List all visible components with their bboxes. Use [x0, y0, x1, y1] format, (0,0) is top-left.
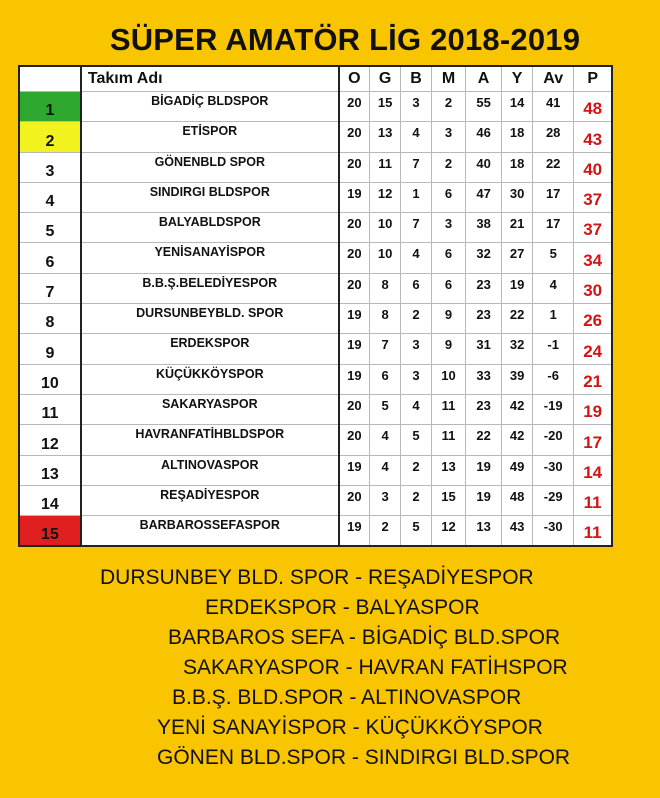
stat-cell-g: 15 — [370, 92, 401, 122]
team-name-cell: SINDIRGI BLDSPOR — [81, 182, 339, 212]
stat-cell-a: 55 — [466, 92, 502, 122]
stat-cell-m: 3 — [432, 213, 466, 243]
stat-cell-b: 3 — [401, 334, 432, 364]
stat-cell-g: 4 — [370, 425, 401, 455]
team-name-cell: BİGADİÇ BLDSPOR — [81, 92, 339, 122]
points-cell: 11 — [574, 485, 612, 515]
header-row — [19, 66, 612, 92]
stat-cell-o: 20 — [339, 213, 370, 243]
stat-cell-y: 42 — [502, 394, 533, 424]
stat-cell-m: 15 — [432, 485, 466, 515]
stat-cell-av: 17 — [533, 213, 574, 243]
team-name-cell: ETİSPOR — [81, 122, 339, 152]
stat-cell-a: 47 — [466, 182, 502, 212]
table-row — [19, 455, 612, 485]
stat-cell-m: 13 — [432, 455, 466, 485]
stat-cell-a: 40 — [466, 152, 502, 182]
header-m: M — [432, 66, 466, 92]
rank-cell: 2 — [19, 122, 81, 152]
points-cell: 19 — [574, 394, 612, 424]
stat-cell-a: 19 — [466, 485, 502, 515]
stat-cell-a: 46 — [466, 122, 502, 152]
fixture-item: YENİ SANAYİSPOR - KÜÇÜKKÖYSPOR — [157, 716, 543, 739]
stat-cell-g: 10 — [370, 213, 401, 243]
rank-cell: 1 — [19, 92, 81, 122]
stat-cell-b: 4 — [401, 243, 432, 273]
stat-cell-a: 22 — [466, 425, 502, 455]
stat-cell-av: 1 — [533, 304, 574, 334]
rank-cell: 3 — [19, 152, 81, 182]
stat-cell-y: 19 — [502, 273, 533, 303]
stat-cell-b: 4 — [401, 122, 432, 152]
stat-cell-av: 41 — [533, 92, 574, 122]
points-cell: 24 — [574, 334, 612, 364]
stat-cell-y: 49 — [502, 455, 533, 485]
table-row — [19, 182, 612, 212]
points-cell: 11 — [574, 516, 612, 546]
page-title: SÜPER AMATÖR LİG 2018-2019 — [109, 22, 581, 57]
stat-cell-o: 19 — [339, 304, 370, 334]
points-cell: 40 — [574, 152, 612, 182]
points-cell: 26 — [574, 304, 612, 334]
stat-cell-g: 6 — [370, 364, 401, 394]
points-cell: 37 — [574, 213, 612, 243]
stat-cell-b: 1 — [401, 182, 432, 212]
stat-cell-m: 11 — [432, 425, 466, 455]
stat-cell-y: 22 — [502, 304, 533, 334]
fixture-item: DURSUNBEY BLD. SPOR - REŞADİYESPOR — [100, 566, 534, 589]
points-cell: 21 — [574, 364, 612, 394]
stat-cell-av: 17 — [533, 182, 574, 212]
stat-cell-av: -30 — [533, 516, 574, 546]
stat-cell-m: 10 — [432, 364, 466, 394]
stat-cell-g: 7 — [370, 334, 401, 364]
stat-cell-b: 2 — [401, 455, 432, 485]
fixture-item: B.B.Ş. BLD.SPOR - ALTINOVASPOR — [172, 686, 522, 709]
stat-cell-g: 13 — [370, 122, 401, 152]
stat-cell-av: -19 — [533, 394, 574, 424]
stat-cell-y: 42 — [502, 425, 533, 455]
stat-cell-o: 19 — [339, 516, 370, 546]
stat-cell-m: 2 — [432, 92, 466, 122]
table-row — [19, 364, 612, 394]
stat-cell-av: -30 — [533, 455, 574, 485]
header-a: A — [466, 66, 502, 92]
stat-cell-av: -20 — [533, 425, 574, 455]
rank-cell: 14 — [19, 485, 81, 515]
stat-cell-g: 10 — [370, 243, 401, 273]
table-row — [19, 516, 612, 546]
stat-cell-m: 3 — [432, 122, 466, 152]
stat-cell-b: 5 — [401, 425, 432, 455]
fixture-item: ERDEKSPOR - BALYASPOR — [205, 596, 480, 619]
header-y: Y — [502, 66, 533, 92]
table-row — [19, 92, 612, 122]
header-b: B — [401, 66, 432, 92]
stat-cell-o: 19 — [339, 364, 370, 394]
stat-cell-a: 32 — [466, 243, 502, 273]
stat-cell-g: 8 — [370, 304, 401, 334]
fixture-item: GÖNEN BLD.SPOR - SINDIRGI BLD.SPOR — [157, 746, 571, 769]
header-p: P — [574, 66, 612, 92]
rank-cell: 4 — [19, 182, 81, 212]
stat-cell-o: 20 — [339, 122, 370, 152]
team-name-cell: REŞADİYESPOR — [81, 485, 339, 515]
stat-cell-b: 7 — [401, 213, 432, 243]
stat-cell-o: 20 — [339, 152, 370, 182]
stat-cell-o: 20 — [339, 485, 370, 515]
stat-cell-y: 21 — [502, 213, 533, 243]
stat-cell-a: 19 — [466, 455, 502, 485]
stat-cell-b: 3 — [401, 364, 432, 394]
table-row — [19, 243, 612, 273]
stat-cell-o: 19 — [339, 455, 370, 485]
team-name-cell: BALYABLDSPOR — [81, 213, 339, 243]
stat-cell-m: 11 — [432, 394, 466, 424]
stat-cell-m: 6 — [432, 273, 466, 303]
team-name-cell: KÜÇÜKKÖYSPOR — [81, 364, 339, 394]
stat-cell-g: 8 — [370, 273, 401, 303]
team-name-cell: ALTINOVASPOR — [81, 455, 339, 485]
stat-cell-m: 6 — [432, 182, 466, 212]
team-name-cell: B.B.Ş.BELEDİYESPOR — [81, 273, 339, 303]
team-name-cell: ERDEKSPOR — [81, 334, 339, 364]
table-row — [19, 122, 612, 152]
stat-cell-av: -6 — [533, 364, 574, 394]
stat-cell-a: 33 — [466, 364, 502, 394]
table-row — [19, 485, 612, 515]
table-row — [19, 394, 612, 424]
stat-cell-av: -1 — [533, 334, 574, 364]
stat-cell-y: 18 — [502, 152, 533, 182]
team-name-cell: SAKARYASPOR — [81, 394, 339, 424]
points-cell: 17 — [574, 425, 612, 455]
stat-cell-g: 11 — [370, 152, 401, 182]
table-row — [19, 334, 612, 364]
stat-cell-o: 20 — [339, 243, 370, 273]
points-cell: 30 — [574, 273, 612, 303]
stat-cell-m: 9 — [432, 304, 466, 334]
rank-cell: 12 — [19, 425, 81, 455]
stat-cell-a: 38 — [466, 213, 502, 243]
rank-cell: 8 — [19, 304, 81, 334]
rank-cell: 5 — [19, 213, 81, 243]
points-cell: 37 — [574, 182, 612, 212]
rank-cell: 15 — [19, 516, 81, 546]
stat-cell-av: 28 — [533, 122, 574, 152]
stat-cell-g: 12 — [370, 182, 401, 212]
stat-cell-o: 20 — [339, 273, 370, 303]
table-row — [19, 213, 612, 243]
rank-cell: 13 — [19, 455, 81, 485]
stat-cell-a: 23 — [466, 304, 502, 334]
standings-table — [18, 65, 613, 547]
stat-cell-b: 2 — [401, 485, 432, 515]
points-cell: 43 — [574, 122, 612, 152]
stat-cell-y: 14 — [502, 92, 533, 122]
points-cell: 48 — [574, 92, 612, 122]
stat-cell-a: 23 — [466, 273, 502, 303]
stat-cell-g: 5 — [370, 394, 401, 424]
rank-cell: 7 — [19, 273, 81, 303]
stat-cell-y: 48 — [502, 485, 533, 515]
fixture-item: BARBAROS SEFA - BİGADİÇ BLD.SPOR — [168, 626, 561, 649]
standings-table-wrap — [18, 65, 613, 547]
rank-cell: 6 — [19, 243, 81, 273]
rank-cell: 11 — [19, 394, 81, 424]
header-av: Av — [533, 66, 574, 92]
stat-cell-a: 31 — [466, 334, 502, 364]
team-name-cell: DURSUNBEYBLD. SPOR — [81, 304, 339, 334]
table-row — [19, 273, 612, 303]
stat-cell-o: 20 — [339, 92, 370, 122]
stat-cell-a: 23 — [466, 394, 502, 424]
stat-cell-o: 20 — [339, 394, 370, 424]
stat-cell-av: 22 — [533, 152, 574, 182]
stat-cell-o: 20 — [339, 425, 370, 455]
header-rank — [19, 66, 81, 92]
header-g: G — [370, 66, 401, 92]
stat-cell-o: 19 — [339, 182, 370, 212]
table-row — [19, 425, 612, 455]
stat-cell-y: 27 — [502, 243, 533, 273]
stat-cell-m: 12 — [432, 516, 466, 546]
rank-cell: 9 — [19, 334, 81, 364]
stat-cell-av: 5 — [533, 243, 574, 273]
table-row — [19, 152, 612, 182]
points-cell: 14 — [574, 455, 612, 485]
table-row — [19, 304, 612, 334]
stat-cell-m: 2 — [432, 152, 466, 182]
stat-cell-av: -29 — [533, 485, 574, 515]
stat-cell-a: 13 — [466, 516, 502, 546]
stat-cell-b: 6 — [401, 273, 432, 303]
stat-cell-b: 7 — [401, 152, 432, 182]
stat-cell-b: 2 — [401, 304, 432, 334]
header-team: Takım Adı — [81, 66, 339, 92]
stat-cell-y: 32 — [502, 334, 533, 364]
team-name-cell: BARBAROSSEFASPOR — [81, 516, 339, 546]
stat-cell-g: 3 — [370, 485, 401, 515]
stat-cell-b: 3 — [401, 92, 432, 122]
fixture-item: SAKARYASPOR - HAVRAN FATİHSPOR — [183, 656, 568, 679]
stat-cell-y: 39 — [502, 364, 533, 394]
stat-cell-g: 4 — [370, 455, 401, 485]
points-cell: 34 — [574, 243, 612, 273]
stat-cell-o: 19 — [339, 334, 370, 364]
stat-cell-b: 4 — [401, 394, 432, 424]
header-o: O — [339, 66, 370, 92]
stat-cell-av: 4 — [533, 273, 574, 303]
rank-cell: 10 — [19, 364, 81, 394]
team-name-cell: HAVRANFATİHBLDSPOR — [81, 425, 339, 455]
team-name-cell: YENİSANAYİSPOR — [81, 243, 339, 273]
stat-cell-m: 6 — [432, 243, 466, 273]
stat-cell-y: 43 — [502, 516, 533, 546]
stat-cell-g: 2 — [370, 516, 401, 546]
stat-cell-y: 30 — [502, 182, 533, 212]
stat-cell-y: 18 — [502, 122, 533, 152]
stat-cell-m: 9 — [432, 334, 466, 364]
team-name-cell: GÖNENBLD SPOR — [81, 152, 339, 182]
stat-cell-b: 5 — [401, 516, 432, 546]
